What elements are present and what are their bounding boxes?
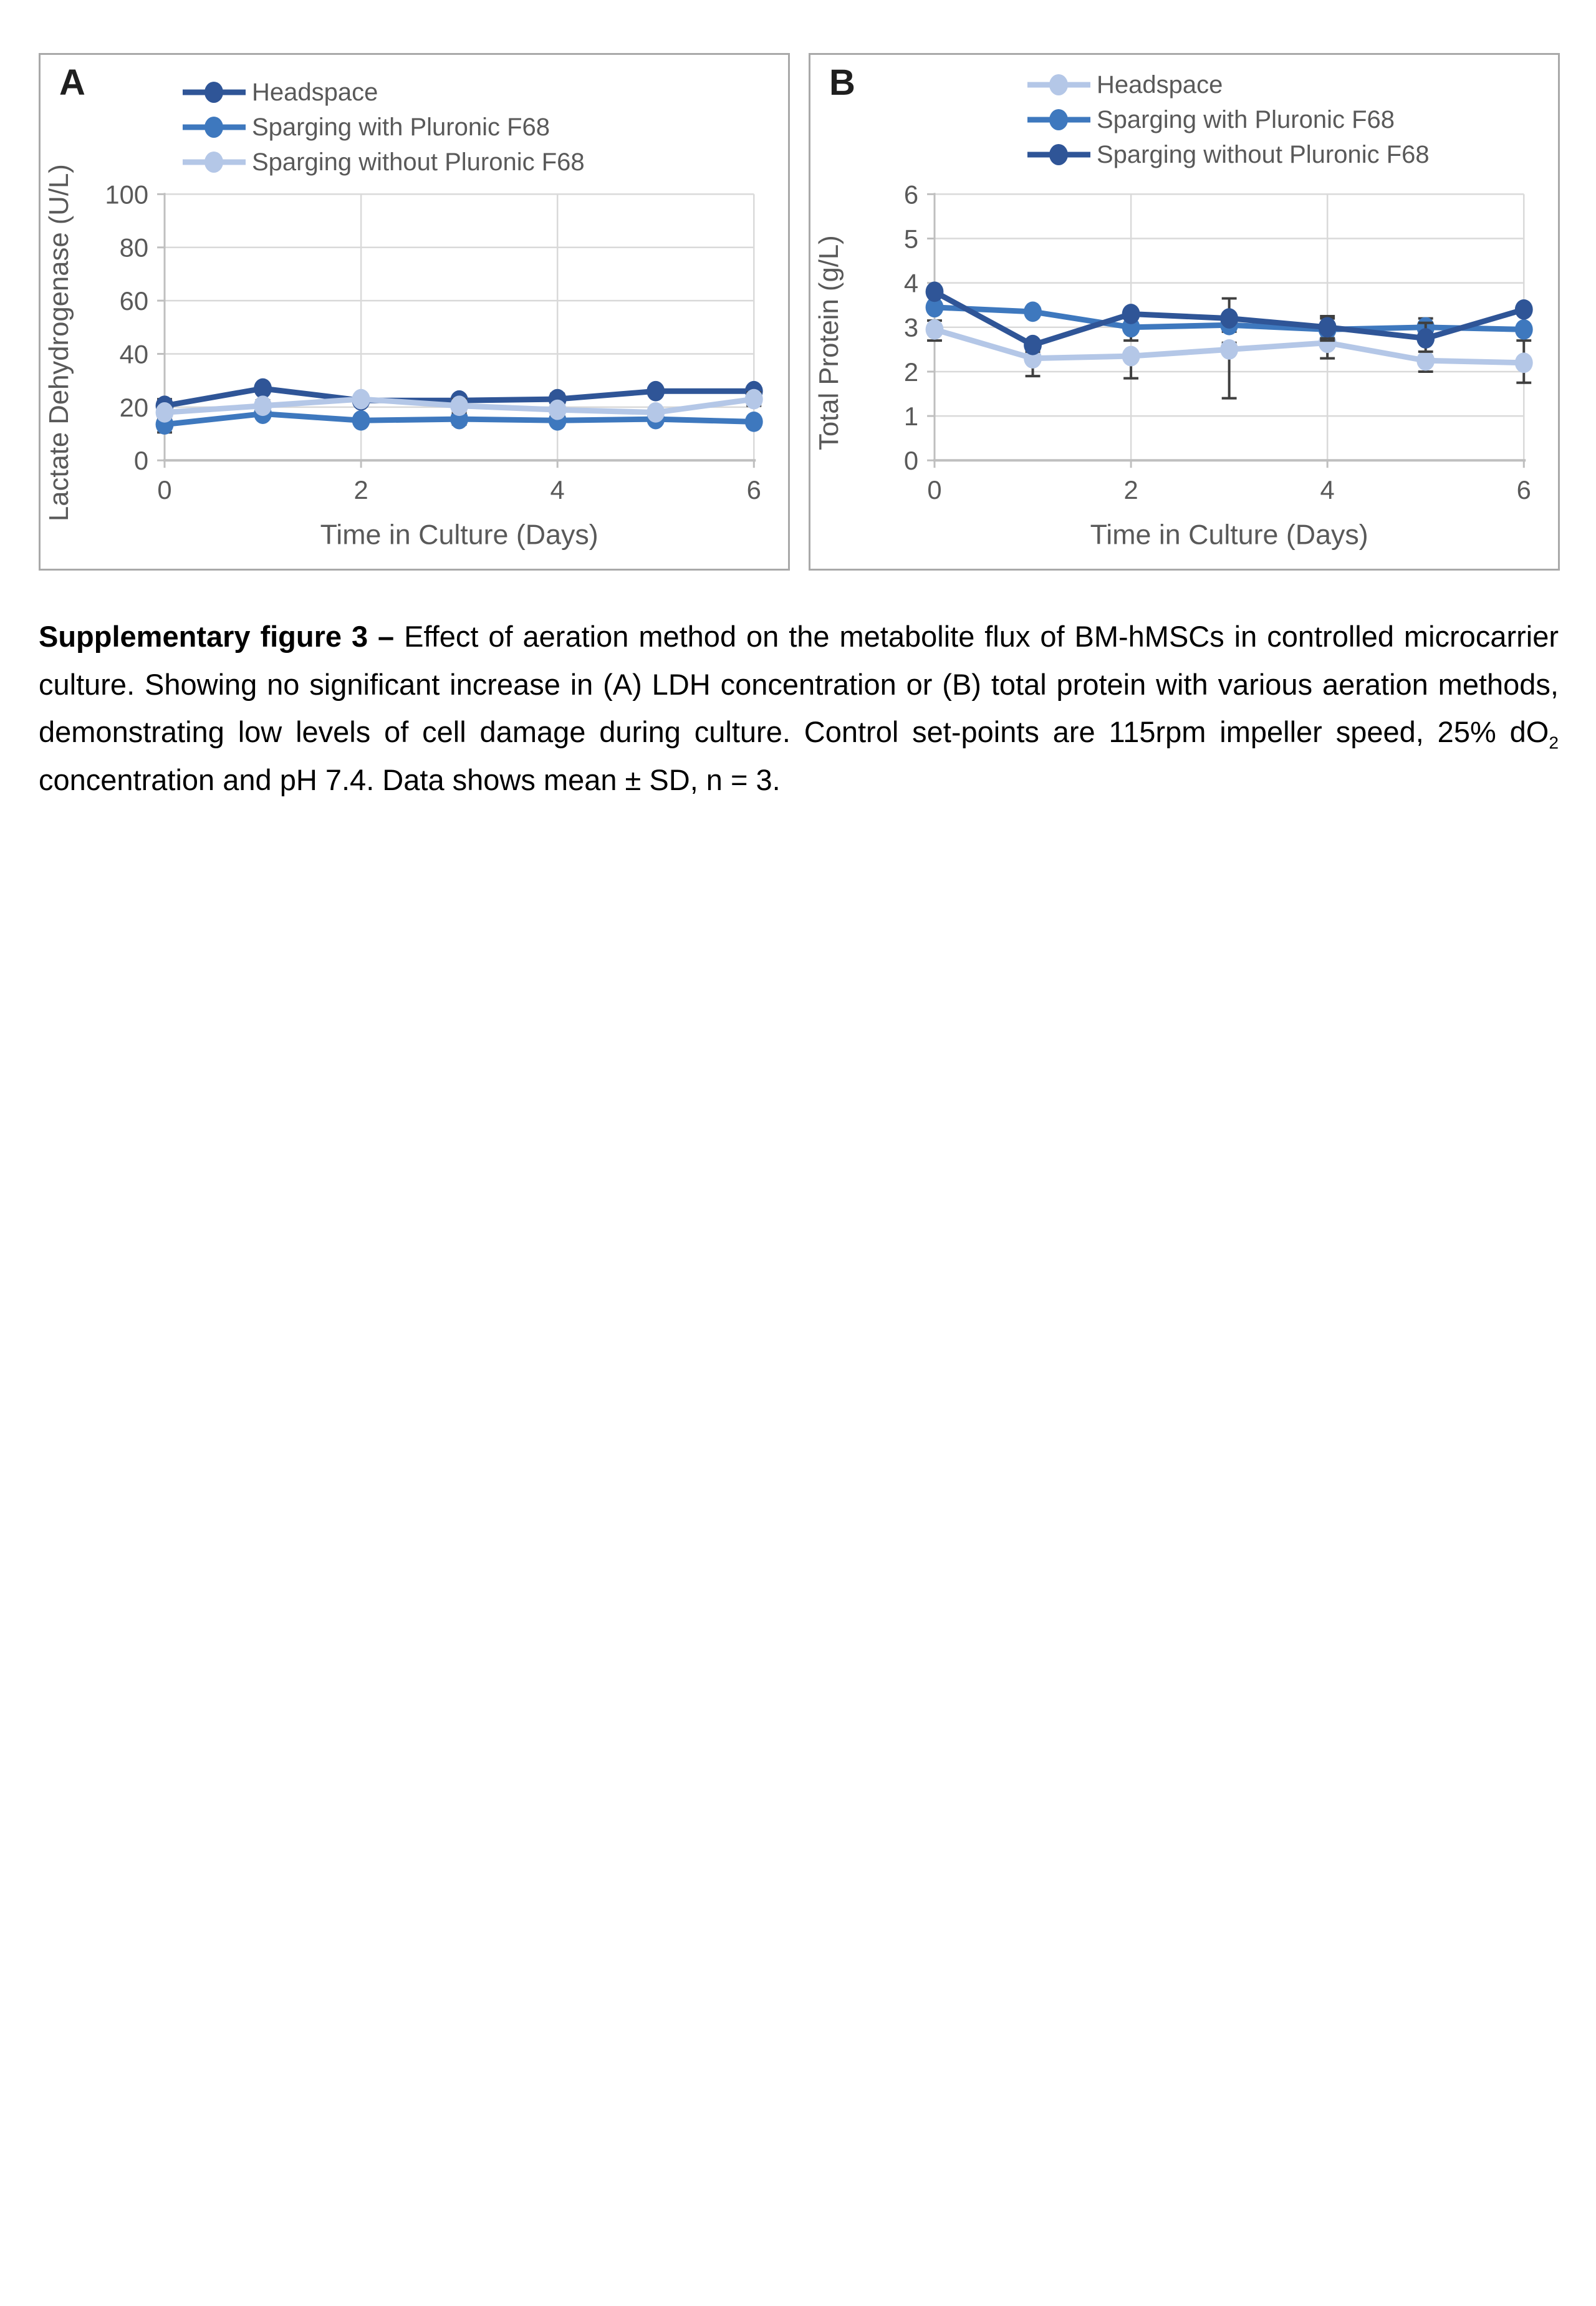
legend-line-marker-icon — [181, 80, 247, 105]
legend-item-sparging-without-pluronic-f68 — [1026, 142, 1430, 167]
caption-separator: – — [368, 620, 405, 653]
legend-item-headspace — [1026, 72, 1430, 97]
y-tick-label: 1 — [903, 402, 919, 431]
caption-body: Effect of aeration method on the metabolite flux of BM-hMSCs in controlled microcarrier culture. Showing no significant increase in (A) LDH concentration or (B) total protein with various aeration methods, demonstrating low levels of cell damage during culture. Control set-points are 115rpm impeller speed, 25% dO — [39, 620, 1559, 749]
x-tick-label: 2 — [1123, 475, 1138, 504]
legend-item-sparging-with-pluronic-f68 — [1026, 107, 1430, 132]
legend-line-marker-icon — [181, 115, 247, 140]
data-point-marker — [1024, 335, 1042, 355]
tick-labels — [904, 180, 1531, 504]
y-tick-label: 60 — [119, 286, 149, 316]
panel-a — [39, 53, 790, 571]
legend-line-marker-icon — [181, 150, 247, 175]
y-tick-label: 40 — [119, 339, 149, 369]
figure-row — [39, 53, 1560, 571]
tick-labels — [105, 180, 761, 504]
x-tick-label: 2 — [353, 475, 368, 504]
data-point-marker — [549, 400, 567, 420]
panel-b — [809, 53, 1560, 571]
y-tick-label: 0 — [903, 446, 919, 476]
y-tick-label: 20 — [119, 392, 149, 422]
legend-line-marker-icon — [1026, 107, 1092, 132]
data-point-marker — [1515, 299, 1533, 320]
y-tick-label: 0 — [133, 446, 149, 476]
data-point-marker — [1319, 317, 1337, 337]
data-point-marker — [1220, 308, 1238, 329]
legend-label: Headspace — [1097, 71, 1223, 99]
x-tick-label: 0 — [927, 475, 942, 504]
data-point-marker — [1416, 350, 1435, 371]
x-tick-label: 4 — [550, 475, 565, 504]
data-point-marker — [352, 410, 370, 431]
data-point-marker — [745, 412, 763, 432]
data-point-marker — [926, 319, 944, 340]
legend-label: Sparging without Pluronic F68 — [252, 148, 585, 176]
x-axis-title: Time in Culture (Days) — [1090, 519, 1368, 551]
data-point-marker — [647, 402, 665, 423]
y-tick-label: 2 — [903, 357, 919, 387]
data-point-marker — [1024, 302, 1042, 322]
legend-label: Headspace — [252, 79, 378, 106]
legend-a — [181, 80, 585, 175]
caption-tail: concentration and pH 7.4. Data shows mean ± SD, n = 3. — [39, 763, 781, 796]
data-point-marker — [156, 402, 174, 423]
data-point-marker — [1416, 328, 1435, 349]
y-tick-label: 6 — [903, 180, 919, 210]
x-tick-label: 6 — [1516, 475, 1531, 504]
y-tick-label: 80 — [119, 233, 149, 263]
y-tick-label: 5 — [903, 224, 919, 254]
data-point-marker — [1515, 319, 1533, 340]
data-point-marker — [647, 381, 665, 402]
caption-heading: Supplementary figure 3 — [39, 620, 368, 653]
legend-label: Sparging without Pluronic F68 — [1097, 141, 1430, 168]
legend-label: Sparging with Pluronic F68 — [252, 113, 550, 141]
data-point-marker — [352, 389, 370, 410]
panel-a-label: A — [59, 62, 85, 103]
data-point-marker — [254, 395, 272, 416]
legend-item-sparging-with-pluronic-f68 — [181, 115, 585, 140]
x-tick-label: 0 — [157, 475, 172, 504]
y-tick-label: 3 — [903, 312, 919, 342]
x-tick-label: 6 — [746, 475, 761, 504]
x-axis-title: Time in Culture (Days) — [320, 519, 598, 551]
data-point-marker — [926, 282, 944, 302]
panel-b-label: B — [829, 62, 855, 103]
y-tick-label: 100 — [105, 180, 149, 210]
legend-item-sparging-without-pluronic-f68 — [181, 150, 585, 175]
y-axis-title: Lactate Dehydrogenase (U/L) — [43, 164, 74, 522]
data-point-marker — [450, 395, 468, 416]
caption-subscript: 2 — [1549, 732, 1559, 753]
x-tick-label: 4 — [1320, 475, 1335, 504]
y-tick-label: 4 — [903, 268, 919, 298]
data-point-marker — [1515, 352, 1533, 373]
legend-label: Sparging with Pluronic F68 — [1097, 106, 1395, 133]
legend-line-marker-icon — [1026, 72, 1092, 97]
data-point-marker — [1122, 346, 1140, 367]
data-point-marker — [1220, 339, 1238, 360]
legend-line-marker-icon — [1026, 142, 1092, 167]
legend-b — [1026, 72, 1430, 167]
figure-caption — [39, 613, 1559, 804]
y-axis-title: Total Protein (g/L) — [813, 235, 844, 450]
legend-item-headspace — [181, 80, 585, 105]
data-point-marker — [745, 389, 763, 410]
data-point-marker — [1122, 304, 1140, 324]
